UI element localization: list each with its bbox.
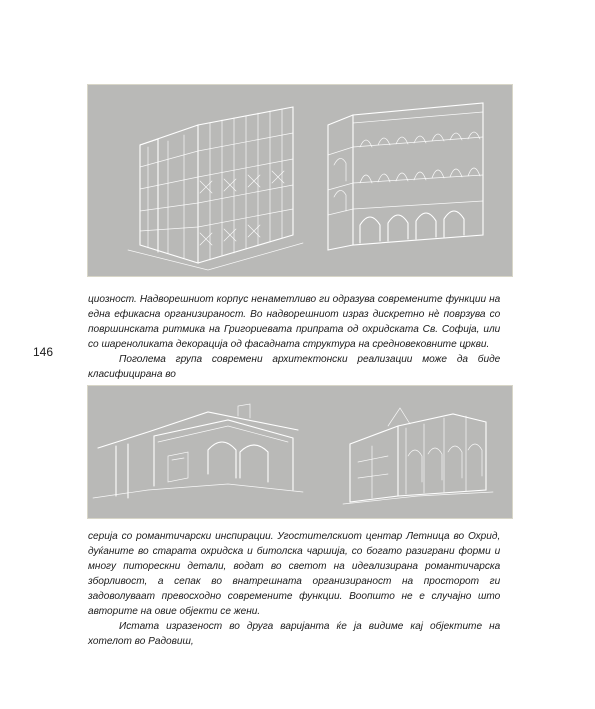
paragraph-text: Истата изразеност во друга варијанта ќе ја видиме кај објектите на хотелот во Радовиш,: [88, 621, 501, 647]
paragraph-text: Поголема група современи архитектонски реализации може да биде класифицирана во: [88, 354, 501, 380]
page-number: 146: [33, 345, 54, 359]
house-sketch-icon: [93, 404, 303, 498]
paragraph-text: циозност. Надворешниот корпус ненаметливо ги одразува современите функции на една ефикасна организираност. Во надворешниот израз дискретно нè поврзува со површинската ритмика на Григориевата припрата од охридската Св. Софија, или со шареноликата декорација од фасадната структура на средновековните цркви.: [88, 294, 501, 350]
building-sketch-icon: [128, 107, 303, 270]
paragraph-block-1: [88, 292, 500, 382]
paragraph-block-2: [88, 529, 500, 649]
facade-sketch-icon: [328, 103, 483, 250]
top-illustration-panel: [87, 84, 513, 277]
paragraph-text: серија со романтичарски инспирации. Угостителскиот центар Летница во Охрид, дуќаните во старата охридска и битолска чаршија, со богато разиграни форми и многу питорескни детали, водат во светот на идеализирана романтичарска зборливост, а сепак во внатрешната организираност на просторот ги задоволуваат превосходно современите функции. Воопшто не е случајно што авторите на овие објекти се жени.: [88, 531, 501, 617]
shops-sketch-icon: [343, 408, 493, 504]
bottom-illustration-panel: [87, 385, 513, 519]
